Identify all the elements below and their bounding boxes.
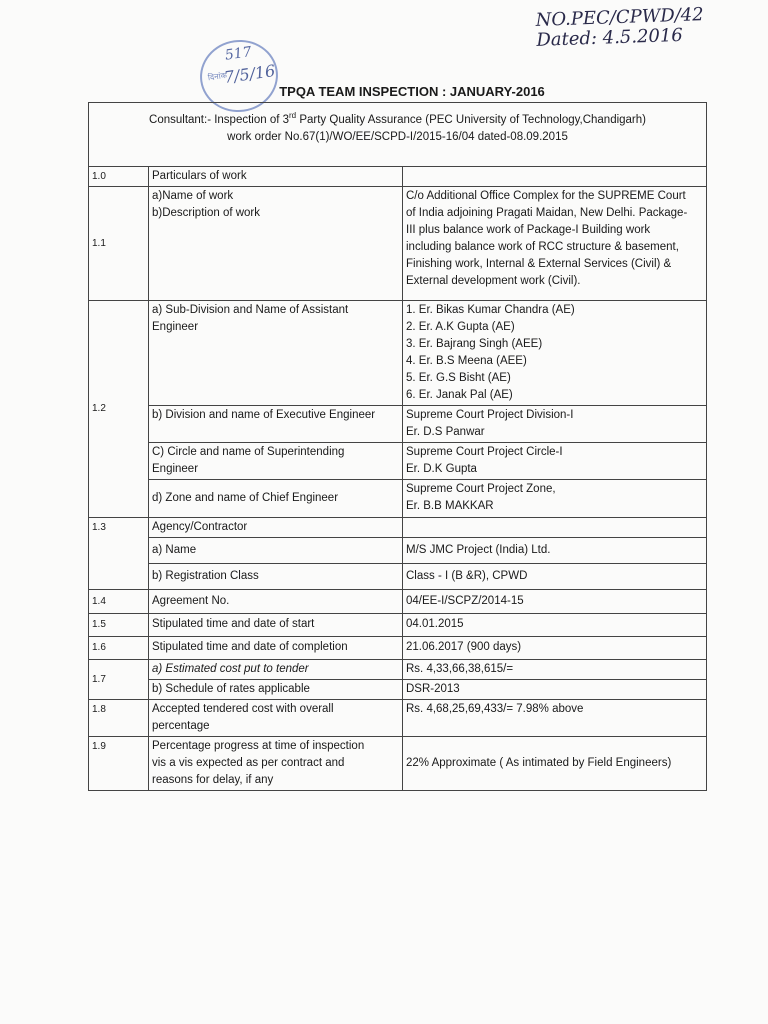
value-line: 2. Er. A.K Gupta (AE) — [406, 320, 515, 333]
table-row — [89, 563, 707, 589]
table-row — [89, 699, 707, 736]
label-line: Engineer — [152, 320, 199, 333]
stamp-label: दिनांक — [207, 70, 228, 83]
row-value: M/S JMC Project (India) Ltd. — [403, 537, 707, 563]
row-number: 1.1 — [89, 186, 149, 300]
consultant-text: Consultant:- Inspection of 3 — [149, 113, 290, 126]
value-line: Er. B.B MAKKAR — [406, 499, 494, 512]
table-row — [89, 636, 707, 659]
row-value: 04.01.2015 — [403, 613, 707, 636]
row-number: 1.0 — [89, 166, 149, 186]
row-label: a) Estimated cost put to tender — [149, 659, 403, 679]
table-row — [89, 613, 707, 636]
row-label — [149, 186, 403, 300]
value-line: including balance work of RCC structure & basement, — [406, 240, 679, 253]
row-number: 1.9 — [89, 736, 149, 790]
table-row — [89, 166, 707, 186]
table-row — [89, 300, 707, 405]
value-line: Supreme Court Project Division-I — [406, 408, 574, 421]
value-line: External development work (Civil). — [406, 274, 581, 287]
value-line: III plus balance work of Package-I Building work — [406, 223, 651, 236]
handwritten-dated: Dated: 4.5.2016 — [536, 24, 684, 51]
consultant-line-1 — [95, 107, 700, 129]
row-label — [149, 300, 403, 405]
stamp-date: 7/5/16 — [222, 61, 277, 88]
table-row — [89, 479, 707, 517]
value-line: 5. Er. G.S Bisht (AE) — [406, 371, 511, 384]
handwritten-reference — [535, 5, 704, 51]
label-line: C) Circle and name of Superintending — [152, 445, 345, 458]
row-label: Agreement No. — [149, 589, 403, 613]
row-value: Class - I (B &R), CPWD — [403, 563, 707, 589]
value-line: 4. Er. B.S Meena (AEE) — [406, 354, 527, 367]
value-line: Supreme Court Project Circle-I — [406, 445, 563, 458]
table-row — [89, 537, 707, 563]
row-label: b) Division and name of Executive Engineer — [149, 405, 403, 442]
value-line: 6. Er. Janak Pal (AE) — [406, 388, 513, 401]
page-title: TPQA TEAM INSPECTION : JANUARY-2016 — [279, 84, 545, 99]
row-label: Particulars of work — [149, 166, 403, 186]
table-row — [89, 442, 707, 479]
row-label: Stipulated time and date of start — [149, 613, 403, 636]
label-line: percentage — [152, 719, 210, 732]
row-label — [149, 699, 403, 736]
value-line: Finishing work, Internal & External Services (Civil) & — [406, 257, 672, 270]
row-number: 1.5 — [89, 613, 149, 636]
particulars-table — [88, 102, 707, 791]
row-value — [403, 517, 707, 537]
row-label: b) Schedule of rates applicable — [149, 679, 403, 699]
row-value: Rs. 4,68,25,69,433/= 7.98% above — [403, 699, 707, 736]
row-label: d) Zone and name of Chief Engineer — [149, 479, 403, 517]
row-value — [403, 479, 707, 517]
table-row — [89, 186, 707, 300]
row-value: 04/EE-I/SCPZ/2014-15 — [403, 589, 707, 613]
row-label: Agency/Contractor — [149, 517, 403, 537]
row-label — [149, 442, 403, 479]
label-line: a)Name of work — [152, 189, 234, 202]
table-header-row — [89, 103, 707, 167]
row-number: 1.4 — [89, 589, 149, 613]
value-line: C/o Additional Office Complex for the SUPREME Court — [406, 189, 686, 202]
row-value — [403, 405, 707, 442]
row-number: 1.2 — [89, 300, 149, 517]
table-row — [89, 589, 707, 613]
row-number: 1.6 — [89, 636, 149, 659]
value-line: Supreme Court Project Zone, — [406, 482, 556, 495]
table-row — [89, 405, 707, 442]
row-value — [403, 442, 707, 479]
row-label — [149, 736, 403, 790]
label-line: Accepted tendered cost with overall — [152, 702, 334, 715]
table-row — [89, 736, 707, 790]
row-value — [403, 186, 707, 300]
label-line: a) Sub-Division and Name of Assistant — [152, 303, 349, 316]
row-value — [403, 166, 707, 186]
row-number: 1.8 — [89, 699, 149, 736]
table-row — [89, 679, 707, 699]
stamp-number: 517 — [223, 44, 253, 64]
work-order-line: work order No.67(1)/WO/EE/SCPD-I/2015-16/04 dated-08.09.2015 — [227, 130, 568, 143]
table-row — [89, 659, 707, 679]
value-line: Er. D.S Panwar — [406, 425, 485, 438]
label-line: reasons for delay, if any — [152, 773, 274, 786]
consultant-header — [89, 103, 707, 167]
row-label: b) Registration Class — [149, 563, 403, 589]
value-line: Er. D.K Gupta — [406, 462, 477, 475]
label-line: Percentage progress at time of inspection — [152, 739, 365, 752]
value-line: 3. Er. Bajrang Singh (AEE) — [406, 337, 543, 350]
row-value: DSR-2013 — [403, 679, 707, 699]
handwritten-ref-number: NO.PEC/CPWD/42 — [535, 4, 704, 31]
value-line: 1. Er. Bikas Kumar Chandra (AE) — [406, 303, 575, 316]
value-line: of India adjoining Pragati Maidan, New Delhi. Package- — [406, 206, 688, 219]
row-value: 21.06.2017 (900 days) — [403, 636, 707, 659]
row-value: Rs. 4,33,66,38,615/= — [403, 659, 707, 679]
label-line: vis a vis expected as per contract and — [152, 756, 345, 769]
label-line: b)Description of work — [152, 206, 261, 219]
table-row — [89, 517, 707, 537]
row-value — [403, 300, 707, 405]
row-number: 1.7 — [89, 659, 149, 699]
row-value: 22% Approximate ( As intimated by Field Engineers) — [403, 736, 707, 790]
row-label: Stipulated time and date of completion — [149, 636, 403, 659]
consultant-text-2: Party Quality Assurance (PEC University of Technology,Chandigarh) — [296, 113, 646, 126]
row-number: 1.3 — [89, 517, 149, 589]
label-line: Engineer — [152, 462, 199, 475]
consultant-sup: rd — [289, 111, 297, 120]
row-label: a) Name — [149, 537, 403, 563]
